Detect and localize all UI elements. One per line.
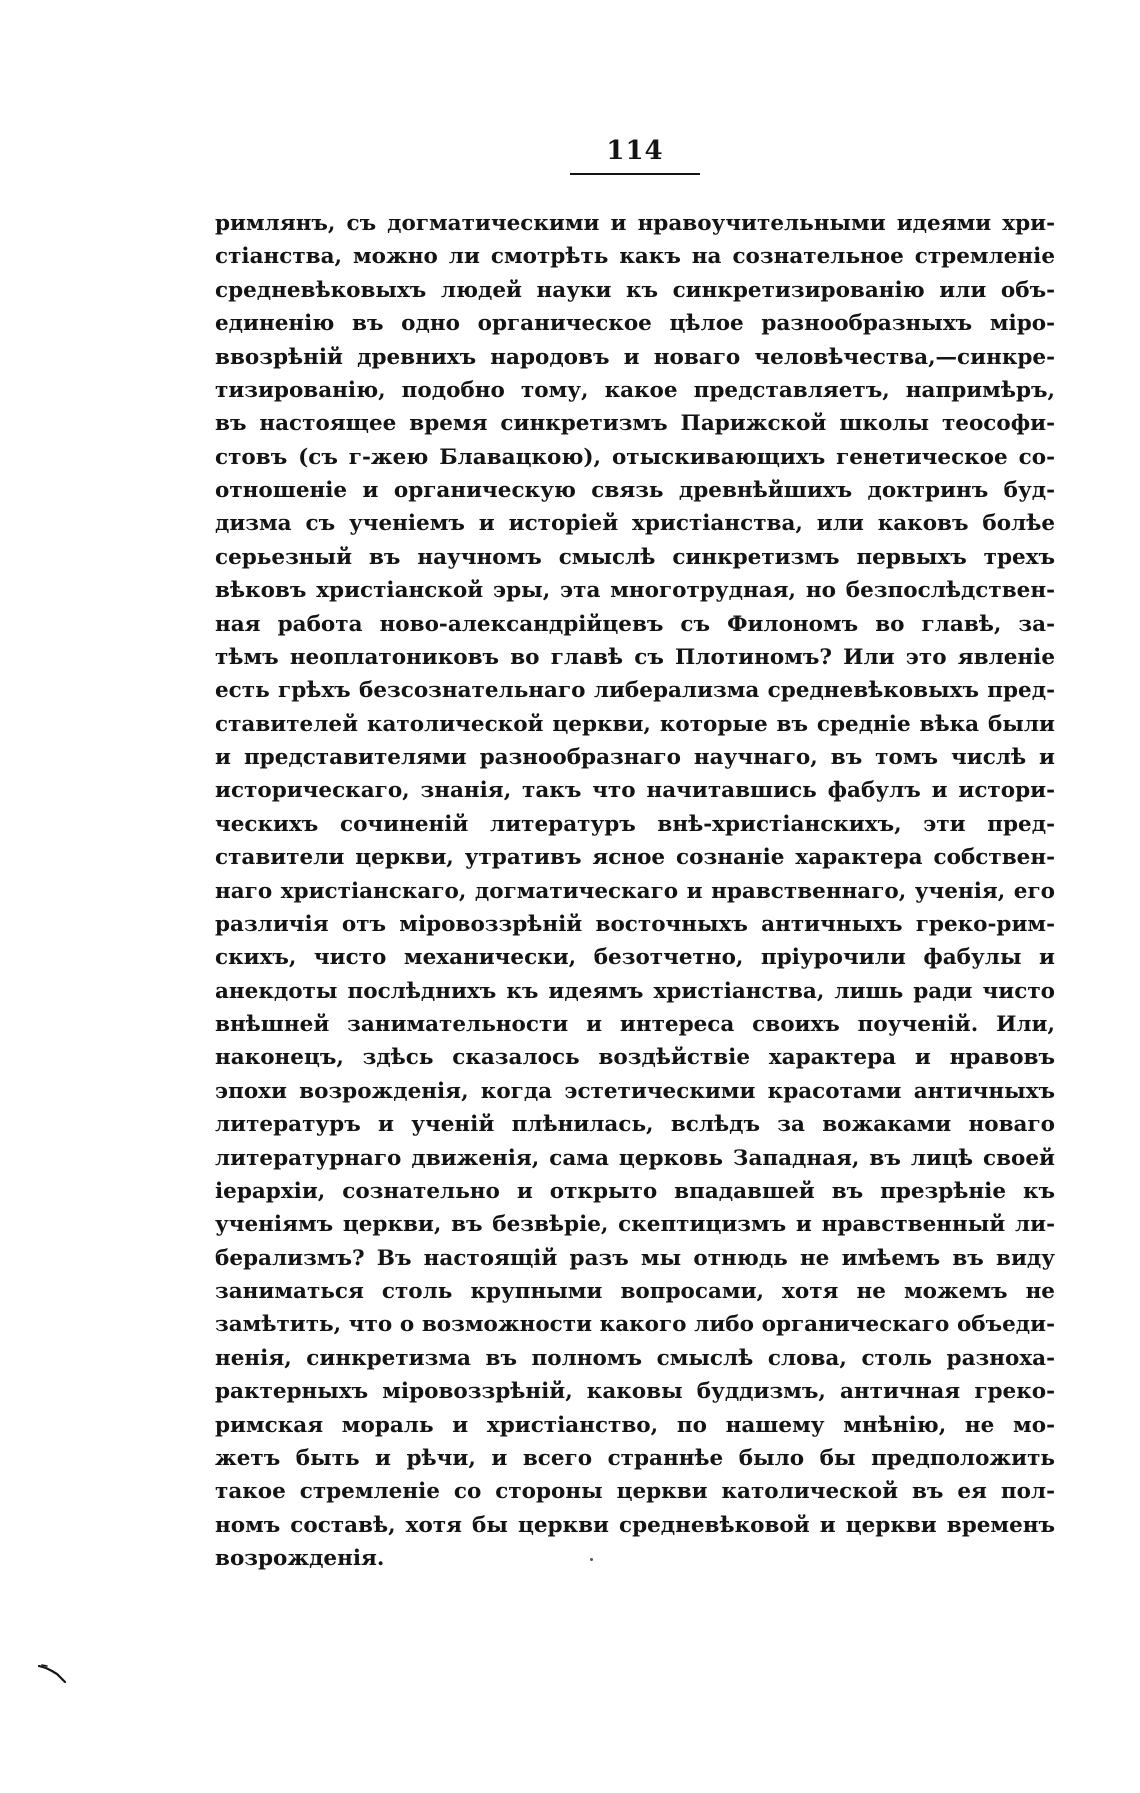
text-line: ввозрѣній древнихъ народовъ и новаго человѣчества,—синкре- <box>215 344 1055 370</box>
text-line: внѣшней занимательности и интереса своихъ поученій. Или, <box>215 1012 1055 1037</box>
text-line: рактерныхъ міровоззрѣній, каковы буддизмъ, античная греко- <box>215 1379 1055 1405</box>
text-line: есть грѣхъ безсознательнаго либерализма средневѣковыхъ пред- <box>215 678 1055 704</box>
text-line: замѣтить, что о возможности какого либо органическаго объеди- <box>215 1312 1055 1338</box>
text-line: ненія, синкретизма въ полномъ смыслѣ слова, столь разноха- <box>215 1345 1055 1371</box>
text-line: берализмъ? Въ настоящій разъ мы отнюдь не имѣемъ въ виду <box>215 1245 1055 1271</box>
text-line: наго христіанскаго, догматическаго и нравственнаго, ученія, его <box>215 878 1055 904</box>
text-line: заниматься столь крупными вопросами, хотя не можемъ не <box>215 1279 1055 1304</box>
text-line: литературнаго движенія, сама церковь Западная, въ лицѣ своей <box>215 1145 1055 1171</box>
text-line: жетъ быть и рѣчи, и всего страннѣе было бы предположить <box>215 1445 1055 1471</box>
text-line: серьезный въ научномъ смыслѣ синкретизмъ первыхъ трехъ <box>215 544 1055 570</box>
text-line: единенію въ одно органическое цѣлое разнообразныхъ міро- <box>215 311 1055 337</box>
text-line: ставителей католической церкви, которые въ средніе вѣка были <box>215 711 1055 737</box>
text-line: анекдоты послѣднихъ къ идеямъ христіанства, лишь ради чисто <box>215 978 1055 1004</box>
text-line: ная работа ново-александрійцевъ съ Филономъ во главѣ, за- <box>215 611 1055 637</box>
text-line: различія отъ міровоззрѣній восточныхъ античныхъ греко-рим- <box>215 911 1055 937</box>
text-line: ставители церкви, утративъ ясное сознаніе характера собствен- <box>215 845 1055 871</box>
body-text <box>215 207 1055 1575</box>
text-line: стіанства, можно ли смотрѣть какъ на сознательное стремленіе <box>215 244 1055 270</box>
text-line: такое стремленіе со стороны церкви католической въ ея пол- <box>215 1479 1055 1505</box>
text-line-last: возрожденія. <box>215 1546 385 1571</box>
text-line: тѣмъ неоплатониковъ во главѣ съ Плотиномъ? Или это явленіе <box>215 644 1055 670</box>
text-line: наконецъ, здѣсь сказалось воздѣйствіе характера и нравовъ <box>215 1045 1055 1071</box>
stray-ink-mark <box>38 1662 68 1684</box>
text-line: скихъ, чисто механически, безотчетно, пріурочили фабулы и <box>215 945 1055 971</box>
text-line: эпохи возрожденія, когда эстетическими красотами античныхъ <box>215 1078 1055 1104</box>
ink-speck <box>590 1558 593 1561</box>
text-line: римская мораль и христіанство, по нашему мнѣнію, не мо- <box>215 1412 1055 1438</box>
text-line: стовъ (съ г-жею Блавацкою), отыскивающихъ генетическое со- <box>215 444 1055 470</box>
text-line: и представителями разнообразнаго научнаго, въ томъ числѣ и <box>215 745 1055 770</box>
text-line: ческихъ сочиненій литературъ внѣ-христіанскихъ, эти пред- <box>215 811 1055 837</box>
text-line: литературъ и ученій плѣнилась, вслѣдъ за вожаками новаго <box>215 1112 1055 1138</box>
text-line: ученіямъ церкви, въ безвѣріе, скептицизмъ и нравственный ли- <box>215 1212 1055 1238</box>
text-line: отношеніе и органическую связь древнѣйшихъ доктринъ буд- <box>215 478 1055 503</box>
text-line: римлянъ, съ догматическими и нравоучительными идеями хри- <box>215 211 1055 236</box>
text-line: дизма съ ученіемъ и исторіей христіанства, или каковъ болѣе <box>215 511 1055 537</box>
text-line: средневѣковыхъ людей науки къ синкретизированію или объ- <box>215 277 1055 303</box>
text-line: историческаго, знанія, такъ что начитавшись фабулъ и истори- <box>215 778 1055 804</box>
page-number: 114 <box>606 136 664 166</box>
text-line: тизированію, подобно тому, какое представляетъ, напримѣръ, <box>215 377 1055 403</box>
text-line: вѣковъ христіанской эры, эта многотрудная, но безпослѣдствен- <box>215 578 1055 604</box>
text-line: номъ составѣ, хотя бы церкви средневѣковой и церкви временъ <box>215 1512 1055 1538</box>
page-number-rule <box>570 173 700 175</box>
text-line: въ настоящее время синкретизмъ Парижской школы теософи- <box>215 411 1055 437</box>
text-line: іерархіи, сознательно и открыто впадавшей въ презрѣніе къ <box>215 1178 1055 1204</box>
